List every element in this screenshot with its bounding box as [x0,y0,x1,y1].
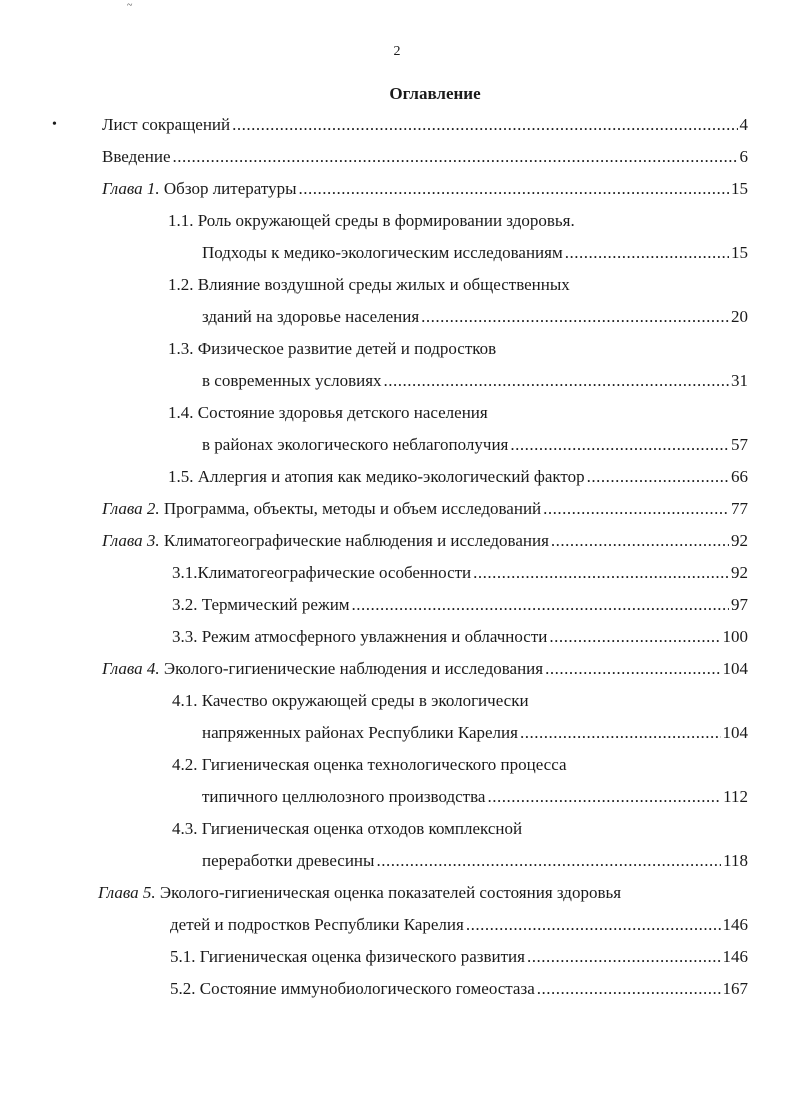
toc-entry-4-2-line2[interactable] [202,786,748,808]
scan-speck: ~ [127,0,133,11]
toc-entry-4-1-line2[interactable] [202,722,748,744]
toc-entry-label [102,658,543,680]
toc-entry-label: напряженных районах Республики Карелия [202,723,518,742]
margin-dot: • [52,117,57,132]
toc-entry-chapter-5-line1[interactable] [98,882,748,904]
dot-leader [352,594,729,616]
dot-leader [565,242,729,264]
toc-entry-page: 97 [731,595,748,614]
chapter-title: Обзор литературы [159,179,297,198]
toc-entry-1-4-line2[interactable] [202,434,748,456]
toc-entry-page: 15 [731,179,748,198]
toc-entry-page: 104 [722,659,748,678]
toc-entry-label: 1.3. Физическое развитие детей и подростков [168,339,497,358]
dot-leader [587,466,729,488]
toc-entry-1-3-line2[interactable] [202,370,748,392]
chapter-title: Программа, объекты, методы и объем исследований [159,499,542,518]
toc-entry-page: 100 [722,627,748,646]
toc-entry-page: 146 [722,915,748,934]
toc-entry-page: 167 [722,979,748,998]
dot-leader [466,914,721,936]
toc-entry-page: 15 [731,243,748,262]
toc-entry-1-5[interactable] [168,466,748,488]
toc-entry-label: 3.1.Климатогеографические особенности [172,563,472,582]
toc-entry-label: 1.2. Влияние воздушной среды жилых и общественных [168,275,570,294]
toc-entry-4-3-line2[interactable] [202,850,748,872]
page-title: Оглавление [389,84,481,103]
dot-leader [473,562,729,584]
toc-entry-introduction[interactable] [102,146,748,168]
toc-entry-label [102,178,297,200]
toc-entry-label: зданий на здоровье населения [202,307,420,326]
toc-entry-1-4-line1[interactable] [168,402,748,424]
toc-entry-4-2-line1[interactable] [172,754,748,776]
toc-entry-3-3[interactable] [172,626,748,648]
toc-entry-page: 57 [731,435,748,454]
dot-leader [299,178,730,200]
toc-entry-page: 4 [739,115,748,134]
chapter-prefix: Глава 5. [98,883,156,902]
dot-leader [549,626,720,648]
dot-leader [384,370,729,392]
toc-entry-1-3-line1[interactable] [168,338,748,360]
toc-entry-5-1[interactable] [170,946,748,968]
toc-entry-1-1-line2[interactable] [202,242,748,264]
toc-entry-chapter-4[interactable] [102,658,748,680]
toc-entry-label: Введение [102,147,171,166]
toc-entry-5-2[interactable] [170,978,748,1000]
toc-entry-label: 1.1. Роль окружающей среды в формировании здоровья. [168,211,575,230]
toc-entry-label: 3.3. Режим атмосферного увлажнения и облачности [172,627,548,646]
dot-leader [510,434,729,456]
chapter-prefix: Глава 1. [102,179,160,198]
dot-leader [520,722,721,744]
chapter-prefix: Глава 4. [102,659,160,678]
page-number: 2 [393,44,401,59]
dot-leader [551,530,729,552]
toc-entry-page: 112 [723,787,748,806]
dot-leader [421,306,729,328]
toc-entry-label: 1.5. Аллергия и атопия как медико-экологический фактор [168,467,585,486]
dot-leader [487,786,721,808]
toc-entry-page: 104 [722,723,748,742]
toc-entry-chapter-1[interactable] [102,178,748,200]
toc-entry-chapter-5-line2[interactable] [170,914,748,936]
toc-entry-page: 66 [731,467,748,486]
toc-entry-label: 5.1. Гигиеническая оценка физического развития [170,947,525,966]
toc-entry-label: 5.2. Состояние иммунобиологического гомеостаза [170,979,535,998]
toc-entry-label: 3.2. Термический режим [172,595,350,614]
chapter-prefix: Глава 3. [102,531,160,550]
toc-entry-page: 6 [739,147,748,166]
dot-leader [173,146,738,168]
toc-entry-4-3-line1[interactable] [172,818,748,840]
dot-leader [527,946,721,968]
toc-entry-label: Лист сокращений [102,115,231,134]
toc-entry-label: типичного целлюлозного производства [202,787,486,806]
toc-entry-label: 4.1. Качество окружающей среды в экологически [172,691,529,710]
toc-entry-page: 92 [731,563,748,582]
dot-leader [376,850,721,872]
toc-entry-label: 1.4. Состояние здоровья детского населения [168,403,488,422]
toc-entry-label [98,882,621,904]
toc-entry-label [102,498,541,520]
toc-entry-label [102,530,549,552]
toc-entry-page: 146 [722,947,748,966]
toc-entry-page: 31 [731,371,748,390]
toc-entry-page: 20 [731,307,748,326]
toc-entry-label: 4.3. Гигиеническая оценка отходов комплексной [172,819,523,838]
dot-leader [537,978,721,1000]
chapter-title: Эколого-гигиеническая оценка показателей состояния здоровья [155,883,622,902]
dot-leader [543,498,729,520]
chapter-title: Эколого-гигиенические наблюдения и исследования [159,659,544,678]
toc-entry-label: в современных условиях [202,371,382,390]
toc-entry-3-1[interactable] [172,562,748,584]
toc-entry-page: 92 [731,531,748,550]
toc-entry-1-2-line1[interactable] [168,274,748,296]
toc-entry-1-1-line1[interactable] [168,210,748,232]
toc-entry-abbreviations[interactable] [102,114,748,136]
toc-entry-4-1-line1[interactable] [172,690,748,712]
toc-entry-1-2-line2[interactable] [202,306,748,328]
toc-entry-chapter-3[interactable] [102,530,748,552]
toc-entry-label: Подходы к медико-экологическим исследованиям [202,243,563,262]
dot-leader [232,114,737,136]
chapter-prefix: Глава 2. [102,499,160,518]
toc-entry-label: детей и подростков Республики Карелия [170,915,464,934]
toc-entry-3-2[interactable] [172,594,748,616]
dot-leader [545,658,720,680]
toc-entry-chapter-2[interactable] [102,498,748,520]
toc-entry-label: 4.2. Гигиеническая оценка технологического процесса [172,755,567,774]
toc-entry-page: 118 [723,851,748,870]
toc-entry-label: в районах экологического неблагополучия [202,435,509,454]
toc-entry-page: 77 [731,499,748,518]
chapter-title: Климатогеографические наблюдения и исследования [159,531,549,550]
toc-entry-label: переработки древесины [202,851,375,870]
